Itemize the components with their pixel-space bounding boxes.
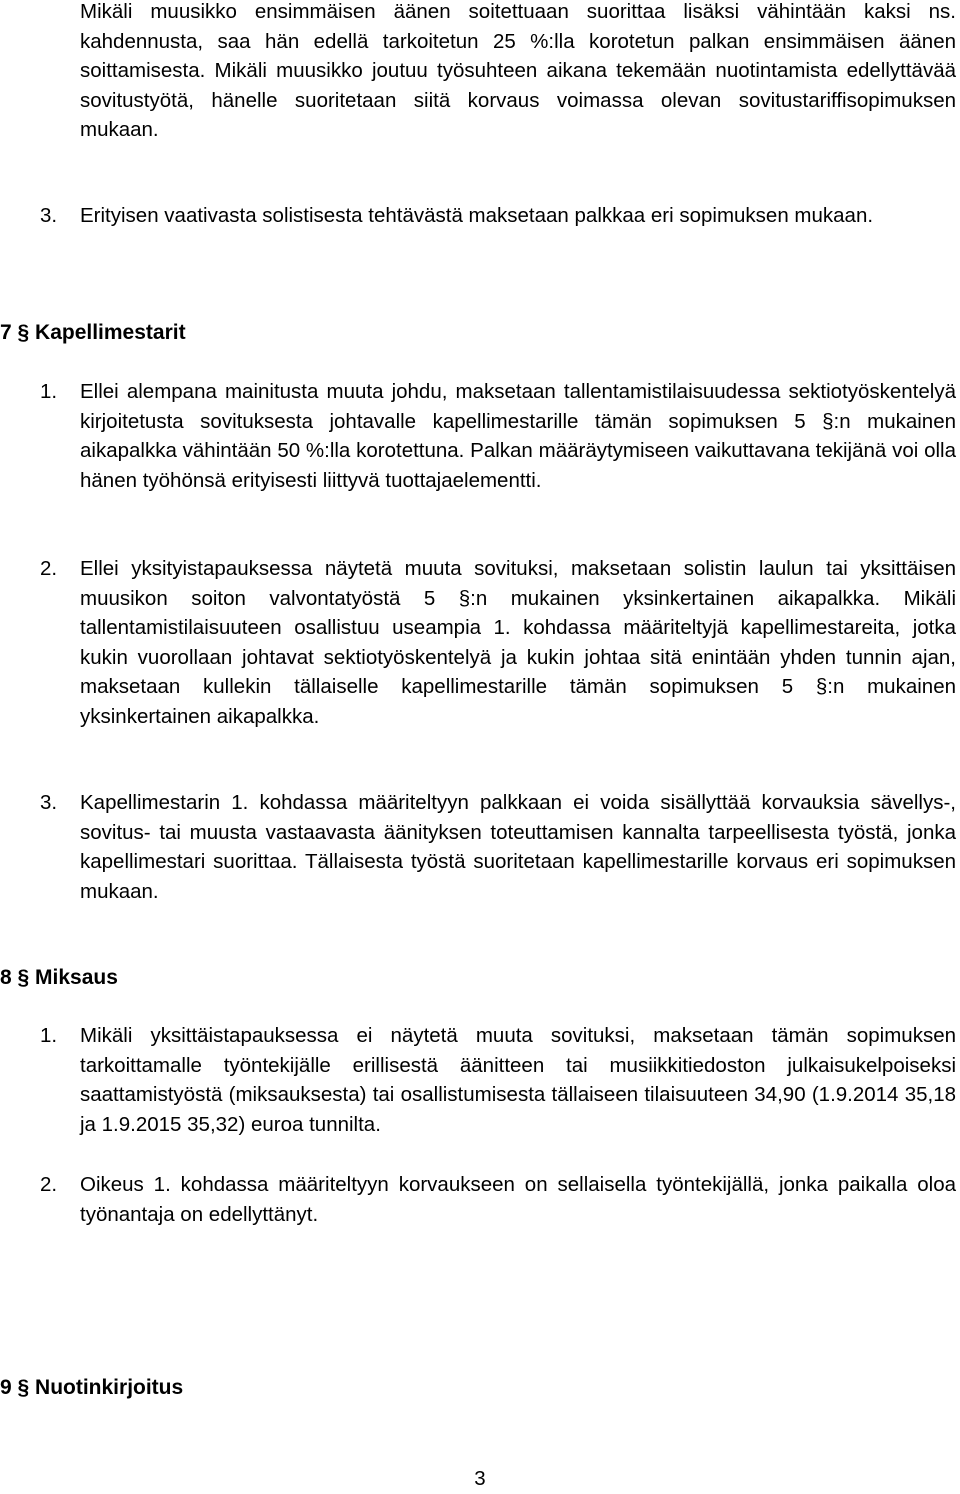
page-number: 3 bbox=[474, 1467, 486, 1490]
continuation-paragraph: Mikäli muusikko ensimmäisen äänen soitettuaan suorittaa lisäksi vähintään kaksi ns. kahdennusta, saa hän edellä tarkoitetun 25 %:lla korotetun palkan ensimmäisen äänen soittamisesta. Mikäli muusikko joutuu työsuhteen aikana tekemään nuotintamista edellyttävää sovitustyötä, hänelle suoritetaan siitä korvaus voimassa olevan sovitustariffisopimuksen mukaan. bbox=[80, 0, 956, 142]
item-number: 3. bbox=[40, 791, 58, 814]
item-text: Kapellimestarin 1. kohdassa määriteltyyn palkkaan ei voida sisällyttää korvauksia sävellys-, sovitus- tai muusta vastaavasta äänityksen toteuttamisen kannalta tarpeellisesta työstä, jonka kapellimestari suorittaa. Tällaisesta työstä suoritetaan kapellimestarille korvaus eri sopimuksen mukaan. bbox=[80, 791, 956, 903]
item-text: Oikeus 1. kohdassa määriteltyyn korvaukseen on sellaisella työntekijällä, jonka paikalla oloa työnantaja on edellyttänyt. bbox=[80, 1173, 956, 1226]
section-heading-7: 7 § Kapellimestarit bbox=[0, 321, 186, 344]
item-number: 2. bbox=[40, 557, 58, 580]
item-number: 1. bbox=[40, 380, 58, 403]
list-item bbox=[0, 377, 956, 495]
list-item bbox=[0, 201, 956, 231]
list-item bbox=[0, 788, 956, 906]
list-item bbox=[0, 1170, 956, 1229]
item-text: Ellei alempana mainitusta muuta johdu, maksetaan tallentamistilaisuudessa sektiotyöskentelyä kirjoitetusta sovituksesta johtavalle kapellimestarille tämän sopimuksen 5 §:n mukainen aikapalkka vähintään 50 %:lla korotettuna. Palkan määräytymiseen vaikuttavana tekijänä voi olla hänen työhönsä erityisesti liittyvä tuottajaelementti. bbox=[80, 380, 956, 492]
item-number: 2. bbox=[40, 1173, 58, 1196]
section-heading-9: 9 § Nuotinkirjoitus bbox=[0, 1376, 184, 1399]
item-text: Mikäli yksittäistapauksessa ei näytetä muuta sovituksi, maksetaan tämän sopimuksen tarkoittamalle työntekijälle erillisestä äänitteen tai musiikkitiedoston julkaisukelpoiseksi saattamistyöstä (miksauksesta) tai osallistumisesta tällaiseen tilaisuuteen 34,90 (1.9.2014 35,18 ja 1.9.2015 35,32) euroa tunnilta. bbox=[80, 1024, 956, 1136]
list-item bbox=[0, 1021, 956, 1139]
section-heading-8: 8 § Miksaus bbox=[0, 966, 118, 989]
item-text: Erityisen vaativasta solistisesta tehtävästä maksetaan palkkaa eri sopimuksen mukaan. bbox=[80, 204, 874, 227]
list-item bbox=[0, 554, 956, 732]
item-number: 3. bbox=[40, 204, 58, 227]
item-number: 1. bbox=[40, 1024, 58, 1047]
item-text: Ellei yksityistapauksessa näytetä muuta sovituksi, maksetaan solistin laulun tai yksittäisen muusikon soiton valvontatyöstä 5 §:n mukainen yksinkertainen aikapalkka. Mikäli tallentamistilaisuuteen osallistuu useampia 1. kohdassa määriteltyjä kapellimestareita, jotka kukin vuorollaan johtavat sektiotyöskentelyä ja kukin johtaa sitä enintään yhden tunnin ajan, maksetaan kullekin tällaiselle kapellimestarille tämän sopimuksen 5 §:n mukainen yksinkertainen aikapalkka. bbox=[80, 557, 956, 728]
